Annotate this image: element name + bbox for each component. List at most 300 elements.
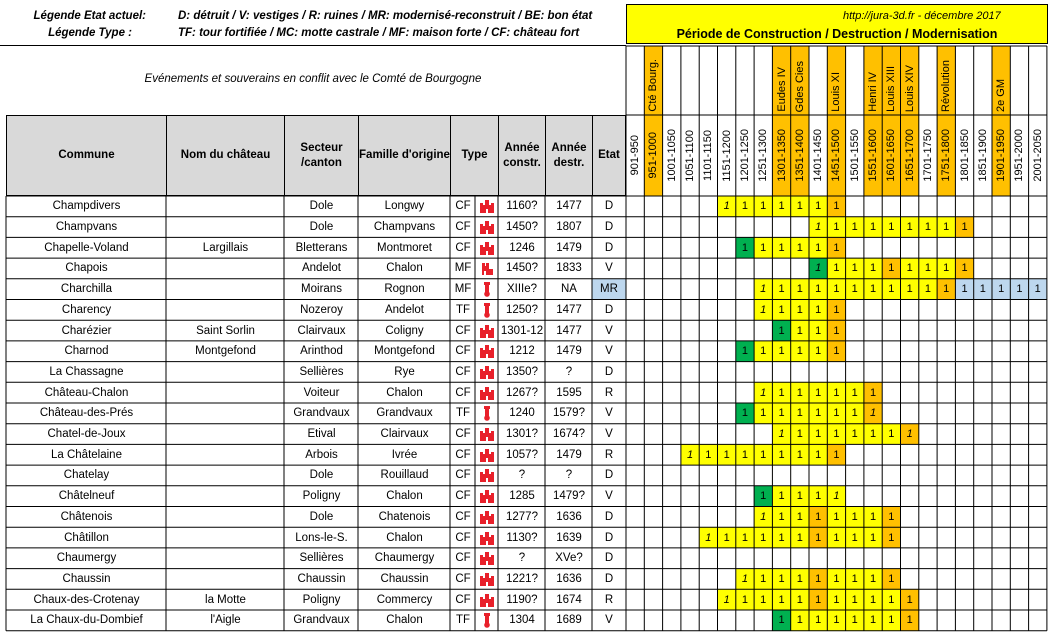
cell-nom <box>166 300 285 321</box>
cell-secteur: Chaussin <box>297 572 346 585</box>
period-header[interactable] <box>901 115 919 196</box>
timeline-cell: 1 <box>815 221 822 234</box>
timeline-cell: 1 <box>833 593 840 606</box>
timeline-cell: 1 <box>833 386 840 399</box>
cell-nom <box>166 403 285 424</box>
cell-secteur: Dole <box>309 469 334 482</box>
timeline-cell: 1 <box>833 283 840 296</box>
cell-commune: Charchilla <box>60 283 113 296</box>
period-header[interactable] <box>974 115 992 196</box>
cell-constr: 1130? <box>506 531 538 544</box>
cell-secteur: Andelot <box>301 262 341 275</box>
timeline-cell: 1 <box>888 572 895 585</box>
timeline-cell: 1 <box>979 283 986 296</box>
table-row[interactable] <box>0 589 1050 610</box>
period-header[interactable] <box>955 115 973 196</box>
legend-etat-text: D: détruit / V: vestiges / R: ruines / MR: modernisé-reconstruit / BE: bon état <box>178 10 593 22</box>
cell-etat: D <box>604 221 614 234</box>
period-label: 1551-1600 <box>867 129 880 182</box>
timeline-cell: 1 <box>815 490 822 503</box>
timeline-cell: 1 <box>1034 283 1041 296</box>
table-row[interactable] <box>0 465 1050 486</box>
period-label: 1151-1200 <box>720 129 733 182</box>
timeline-cell: 1 <box>815 241 822 254</box>
cell-etat: D <box>604 303 614 316</box>
col-header-commune[interactable]: Commune <box>6 115 167 196</box>
cell-commune: Châtelneuf <box>58 490 115 503</box>
cell-type: CF <box>455 221 471 234</box>
period-label: 2001-2050 <box>1031 129 1044 182</box>
castle-icon <box>475 382 499 403</box>
table-row[interactable] <box>0 382 1050 403</box>
timeline-cell: 1 <box>778 448 785 461</box>
table-row[interactable] <box>0 527 1050 548</box>
cell-constr: 1450? <box>506 221 538 234</box>
timeline-cell: 1 <box>723 593 730 606</box>
col-header-etat[interactable]: Etat <box>592 115 626 196</box>
timeline-cell: 1 <box>833 241 840 254</box>
table-row[interactable] <box>0 320 1050 341</box>
timeline-cell: 1 <box>869 283 877 296</box>
cell-secteur: Clairvaux <box>297 324 346 337</box>
table-row[interactable] <box>0 569 1050 590</box>
event-text: 2e GM <box>995 78 1008 112</box>
cell-nom <box>166 424 285 445</box>
cell-type: CF <box>455 490 471 503</box>
period-header[interactable] <box>827 115 845 196</box>
event-label <box>791 46 809 115</box>
cell-destr: 1833 <box>556 262 582 275</box>
timeline-cell: 1 <box>778 386 785 399</box>
cell-commune: Charézier <box>61 324 112 337</box>
cell-etat: R <box>604 386 614 399</box>
period-label: 1251-1300 <box>757 129 770 182</box>
cell-destr: 1479? <box>553 490 585 503</box>
timeline-cell: 1 <box>796 241 803 254</box>
event-text: Eudes IV <box>775 67 788 112</box>
cell-type: MF <box>454 283 472 296</box>
timeline-cell: 1 <box>815 614 822 627</box>
timeline-cell: 1 <box>924 221 931 234</box>
cell-commune: Charency <box>61 303 112 316</box>
table-row[interactable] <box>0 548 1050 569</box>
castle-icon <box>475 465 499 486</box>
cell-constr: XIIIe? <box>506 283 538 296</box>
timeline-cell: 1 <box>815 448 822 461</box>
period-header[interactable] <box>919 115 937 196</box>
castle-icon <box>475 486 499 507</box>
event-text: Henri IV <box>867 72 880 112</box>
cell-nom <box>166 507 285 528</box>
cell-destr: 1477 <box>556 200 582 213</box>
cell-type: CF <box>455 200 471 213</box>
period-header[interactable] <box>791 115 809 196</box>
timeline-cell: 1 <box>760 407 767 420</box>
table-row[interactable] <box>0 279 1050 300</box>
timeline-cell: 1 <box>741 572 748 585</box>
period-header[interactable] <box>681 115 699 196</box>
cell-nom <box>166 444 285 465</box>
cell-commune: La Chaux-du-Dombief <box>30 614 143 627</box>
timeline-cell: 1 <box>778 241 785 254</box>
timeline-cell: 1 <box>851 614 858 627</box>
timeline-cell: 1 <box>906 428 913 441</box>
timeline-cell: 1 <box>796 490 803 503</box>
cell-type: CF <box>455 324 471 337</box>
timeline-cell: 1 <box>833 407 840 420</box>
period-header[interactable] <box>754 115 772 196</box>
timeline-cell: 1 <box>796 345 803 358</box>
table-row[interactable] <box>0 610 1050 631</box>
cell-nom <box>166 362 285 383</box>
timeline-cell: 1 <box>888 531 895 544</box>
period-label: 1351-1400 <box>793 129 806 182</box>
timeline-cell: 1 <box>741 241 748 254</box>
cell-constr: 1450? <box>506 262 538 275</box>
timeline-cell: 1 <box>869 262 877 275</box>
timeline-cell: 1 <box>741 407 748 420</box>
period-header[interactable] <box>718 115 736 196</box>
period-header[interactable] <box>772 115 790 196</box>
cell-commune: Champdivers <box>52 200 121 213</box>
timeline-cell: 1 <box>815 345 822 358</box>
cell-type: CF <box>455 365 471 378</box>
cell-nom <box>166 258 285 279</box>
period-header[interactable] <box>846 115 864 196</box>
cell-nom: Montgefond <box>195 345 256 358</box>
cell-constr: ? <box>518 552 526 565</box>
tower-icon <box>475 279 499 300</box>
period-header[interactable] <box>809 115 827 196</box>
period-header[interactable] <box>864 115 882 196</box>
cell-destr: 1689 <box>556 614 582 627</box>
cell-constr: 1301-12 <box>500 324 544 337</box>
timeline-cell: 1 <box>741 593 748 606</box>
period-label: 1301-1350 <box>775 129 788 182</box>
cell-etat: D <box>604 469 614 482</box>
period-label: 1051-1100 <box>684 129 697 182</box>
timeline-cell: 1 <box>760 593 767 606</box>
cell-secteur: Poligny <box>302 593 341 606</box>
cell-famille: Chaussin <box>380 572 429 585</box>
timeline-cell: 1 <box>851 510 858 523</box>
period-label: 1801-1850 <box>958 129 971 182</box>
timeline-cell: 1 <box>723 448 730 461</box>
cell-commune: Chaux-des-Crotenay <box>33 593 140 606</box>
event-text: Louis XI <box>830 72 843 112</box>
cell-type: TF <box>455 303 471 316</box>
period-label: 1951-2000 <box>1013 129 1026 182</box>
timeline-cell: 1 <box>815 283 822 296</box>
castle-icon <box>475 237 499 258</box>
cell-nom <box>166 527 285 548</box>
period-header[interactable] <box>992 115 1010 196</box>
period-label: 1601-1650 <box>885 129 898 182</box>
cell-famille: Champvans <box>373 221 436 234</box>
period-label: 1701-1750 <box>921 129 934 182</box>
cell-etat: D <box>604 572 614 585</box>
timeline-cell: 1 <box>833 490 840 503</box>
timeline-cell: 1 <box>888 614 895 627</box>
timeline-cell: 1 <box>888 262 895 275</box>
timeline-cell: 1 <box>869 593 877 606</box>
timeline-cell: 1 <box>869 428 877 441</box>
table-row[interactable] <box>0 424 1050 445</box>
period-label: 1401-1450 <box>812 129 825 182</box>
timeline-cell: 1 <box>869 407 877 420</box>
cell-destr: ? <box>565 469 573 482</box>
timeline-cell: 1 <box>888 283 895 296</box>
timeline-cell: 1 <box>833 200 840 213</box>
period-header[interactable] <box>736 115 754 196</box>
timeline-cell: 1 <box>833 262 840 275</box>
tower-icon <box>475 300 499 321</box>
timeline-cell: 1 <box>778 303 785 316</box>
timeline-cell: 1 <box>778 407 785 420</box>
cell-destr: 1674 <box>556 593 582 606</box>
cell-secteur: Dole <box>309 221 334 234</box>
col-header-annee-constr[interactable]: Année constr. <box>498 115 546 196</box>
timeline-cell: 1 <box>760 572 767 585</box>
cell-etat: V <box>605 428 613 441</box>
cell-constr: 1057? <box>506 448 538 461</box>
cell-etat: D <box>604 200 614 213</box>
timeline-cell: 1 <box>961 221 968 234</box>
table-row[interactable] <box>0 341 1050 362</box>
cell-type: CF <box>455 241 471 254</box>
cell-destr: 1477 <box>556 303 582 316</box>
period-label: 901-950 <box>629 135 642 176</box>
timeline-cell: 1 <box>833 221 840 234</box>
period-label: 1651-1700 <box>903 129 916 182</box>
cell-secteur: Grandvaux <box>293 614 350 627</box>
cell-commune: Chatelay <box>63 469 110 482</box>
cell-etat: R <box>604 448 614 461</box>
cell-type: TF <box>455 407 471 420</box>
timeline-cell: 1 <box>796 303 803 316</box>
table-row[interactable] <box>0 217 1050 238</box>
cell-etat: V <box>605 262 613 275</box>
timeline-cell: 1 <box>796 614 803 627</box>
timeline-cell: 1 <box>943 262 950 275</box>
cell-constr: 1285 <box>509 490 535 503</box>
cell-nom: la Motte <box>205 593 246 606</box>
cell-nom: Saint Sorlin <box>196 324 255 337</box>
cell-famille: Grandvaux <box>376 407 433 420</box>
col-header-nom[interactable]: Nom du château <box>166 115 285 196</box>
cell-nom: Largillais <box>202 241 249 254</box>
cell-commune: Chaumergy <box>56 552 117 565</box>
timeline-cell: 1 <box>760 490 767 503</box>
timeline-cell: 1 <box>815 200 822 213</box>
timeline-cell: 1 <box>815 572 822 585</box>
castle-icon <box>475 320 499 341</box>
castle-icon <box>475 527 499 548</box>
period-header[interactable] <box>663 115 681 196</box>
castle-icon <box>475 341 499 362</box>
timeline-cell: 1 <box>778 593 785 606</box>
timeline-cell: 1 <box>815 262 822 275</box>
period-header[interactable] <box>626 115 644 196</box>
cell-secteur: Poligny <box>302 490 341 503</box>
tower-icon <box>475 403 499 424</box>
timeline-cell: 1 <box>796 531 803 544</box>
period-header[interactable] <box>937 115 955 196</box>
castle-icon <box>475 196 499 217</box>
cell-commune: La Châtelaine <box>51 448 122 461</box>
timeline-cell: 1 <box>760 510 767 523</box>
cell-commune: Château-des-Prés <box>39 407 134 420</box>
col-header-type[interactable]: Type <box>450 115 499 196</box>
cell-nom <box>166 196 285 217</box>
table-row[interactable] <box>0 444 1050 465</box>
timeline-cell: 1 <box>869 221 877 234</box>
cell-commune: Châtenois <box>60 510 113 523</box>
cell-constr: 1250? <box>506 303 538 316</box>
cell-secteur: Lons-le-S. <box>295 531 348 544</box>
cell-commune: Charnod <box>64 345 109 358</box>
legend-etat-label: Légende Etat actuel: <box>33 10 146 22</box>
cell-secteur: Sellières <box>299 552 344 565</box>
cell-etat: D <box>604 365 614 378</box>
event-label <box>864 46 882 115</box>
cell-constr: 1350? <box>506 365 538 378</box>
cell-famille: Chalon <box>386 386 423 399</box>
castle-icon <box>475 507 499 528</box>
period-header[interactable] <box>699 115 717 196</box>
event-text: Révolution <box>940 60 953 112</box>
cell-destr: 1579? <box>553 407 585 420</box>
timeline-cell: 1 <box>705 531 712 544</box>
cell-famille: Chatenois <box>378 510 431 523</box>
timeline-cell: 1 <box>906 593 913 606</box>
table-row[interactable] <box>0 362 1050 383</box>
timeline-cell: 1 <box>888 593 895 606</box>
period-header[interactable] <box>1029 115 1047 196</box>
timeline-cell: 1 <box>833 428 840 441</box>
table-row[interactable] <box>0 300 1050 321</box>
table-row[interactable] <box>0 486 1050 507</box>
timeline-cell: 1 <box>833 531 840 544</box>
period-label: 1201-1250 <box>738 129 751 182</box>
cell-secteur: Dole <box>309 200 334 213</box>
col-header-annee-destr[interactable]: Année destr. <box>545 115 593 196</box>
table-row[interactable] <box>0 258 1050 279</box>
cell-famille: Chalon <box>386 614 423 627</box>
cell-secteur: Moirans <box>301 283 342 296</box>
timeline-cell: 1 <box>833 345 840 358</box>
table-row[interactable] <box>0 237 1050 258</box>
timeline-cell: 1 <box>851 428 858 441</box>
cell-type: CF <box>455 345 471 358</box>
cell-type: MF <box>454 262 472 275</box>
timeline-cell: 1 <box>760 386 767 399</box>
period-label: 1101-1150 <box>702 130 715 181</box>
timeline-cell: 1 <box>943 221 950 234</box>
timeline-cell: 1 <box>815 324 822 337</box>
cell-type: CF <box>455 510 471 523</box>
cell-famille: Montgefond <box>374 345 435 358</box>
castle-icon <box>475 569 499 590</box>
cell-constr: 1267? <box>506 386 538 399</box>
timeline-cell: 1 <box>760 448 767 461</box>
cell-nom <box>166 486 285 507</box>
cell-constr: 1246 <box>509 241 535 254</box>
timeline-cell: 1 <box>815 303 822 316</box>
timeline-cell: 1 <box>796 386 803 399</box>
period-header[interactable] <box>644 115 662 196</box>
legend-type-label: Légende Type : <box>48 27 132 39</box>
table-row[interactable] <box>0 507 1050 528</box>
castle-icon <box>475 424 499 445</box>
timeline-cell: 1 <box>778 572 785 585</box>
timeline-cell: 1 <box>888 510 895 523</box>
cell-nom <box>166 217 285 238</box>
timeline-cell: 1 <box>888 221 895 234</box>
cell-commune: Chatel-de-Joux <box>47 428 126 441</box>
timeline-cell: 1 <box>869 614 877 627</box>
cell-destr: 1636 <box>556 510 582 523</box>
cell-commune: Chapelle-Voland <box>44 241 129 254</box>
cell-famille: Chaumergy <box>374 552 435 565</box>
cell-famille: Chalon <box>386 262 423 275</box>
cell-constr: 1304 <box>509 614 535 627</box>
cell-destr: 1636 <box>556 572 582 585</box>
timeline-cell: 1 <box>961 283 968 296</box>
table-row[interactable] <box>0 196 1050 217</box>
timeline-cell: 1 <box>796 448 803 461</box>
cell-etat: V <box>605 614 613 627</box>
table-row[interactable] <box>0 403 1050 424</box>
timeline-cell: 1 <box>906 614 913 627</box>
cell-etat: V <box>605 324 613 337</box>
timeline-cell: 1 <box>723 200 730 213</box>
col-header-secteur[interactable]: Secteur /canton <box>284 115 359 196</box>
timeline-cell: 1 <box>778 345 785 358</box>
cell-commune: Château-Chalon <box>44 386 129 399</box>
event-label <box>827 46 845 115</box>
cell-constr: 1240 <box>509 407 535 420</box>
event-label <box>644 46 662 115</box>
cell-famille: Ivrée <box>391 448 418 461</box>
cell-destr: 1479 <box>556 345 582 358</box>
fortified-house-icon <box>475 258 499 279</box>
timeline-cell: 1 <box>851 407 858 420</box>
timeline-cell: 1 <box>851 386 858 399</box>
cell-famille: Andelot <box>384 303 424 316</box>
cell-famille: Rye <box>394 365 415 378</box>
cell-constr: ? <box>518 469 526 482</box>
timeline-cell: 1 <box>943 283 950 296</box>
cell-constr: 1212 <box>509 345 535 358</box>
timeline-cell: 1 <box>778 283 785 296</box>
timeline-cell: 1 <box>906 262 913 275</box>
timeline-cell: 1 <box>778 510 785 523</box>
cell-constr: 1221? <box>506 572 538 585</box>
timeline-cell: 1 <box>869 531 877 544</box>
cell-famille: Clairvaux <box>380 428 429 441</box>
event-text: Louis XIII <box>885 66 898 112</box>
timeline-cell: 1 <box>760 200 767 213</box>
event-text: Cté Bourg. <box>647 59 660 112</box>
period-header[interactable] <box>1010 115 1028 196</box>
cell-nom <box>166 279 285 300</box>
cell-secteur: Nozeroy <box>300 303 343 316</box>
col-header-famille[interactable]: Famille d'origine <box>358 115 451 196</box>
event-label <box>992 46 1010 115</box>
cell-commune: La Chassagne <box>49 365 124 378</box>
period-header[interactable] <box>882 115 900 196</box>
